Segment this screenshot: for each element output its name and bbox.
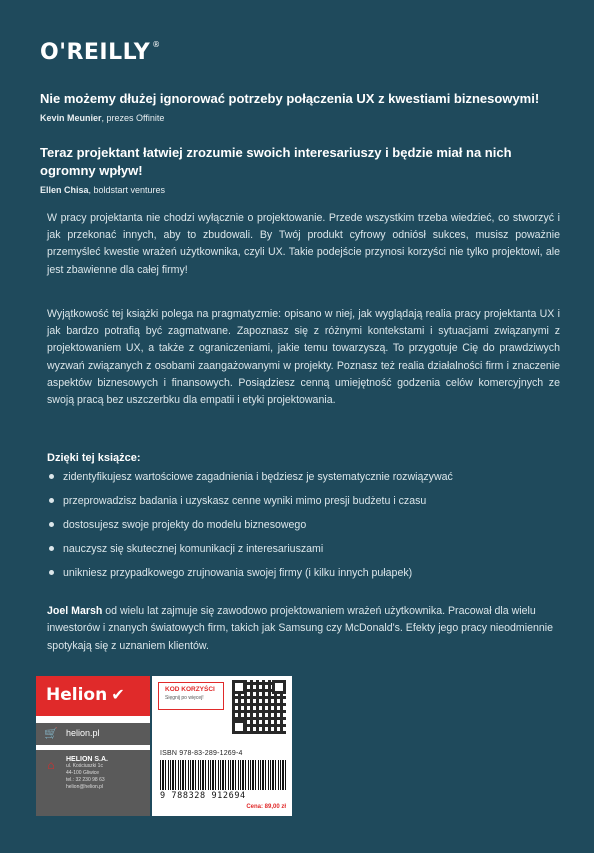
list-item: przeprowadzisz badania i uzyskasz cenne wyniki mimo presji budżetu i czasu — [47, 494, 567, 518]
barcode-number: 9 788328 912694 — [160, 791, 246, 801]
list-item: nauczysz się skutecznej komunikacji z interesariuszami — [47, 542, 567, 566]
barcode — [160, 760, 286, 790]
oreilly-logo: O'REILLY ® — [40, 40, 161, 65]
bullet-icon — [49, 570, 54, 575]
price-block — [152, 676, 292, 816]
author-name: Joel Marsh — [47, 605, 103, 617]
author-bio: Joel Marsh od wielu lat zajmuje się zawodowo projektowaniem wrażeń użytkownika. Pracował dla wielu inwestorów i znanych światowych firm, takich jak Samsung czy McDonald's. Efekty jego pracy nieodmiennie spotykają się z uznaniem klientów. — [47, 605, 554, 652]
quote-attribution: Ellen Chisa, boldstart ventures — [40, 185, 166, 195]
price-label: Cena: 89,00 zł — [246, 804, 286, 810]
checkmark-logo-icon: ✔ — [111, 685, 125, 704]
cart-icon: 🛒 — [44, 728, 58, 740]
location-icon: ⌂ — [47, 758, 55, 772]
quote-text: Nie możemy dłużej ignorować potrzeby połączenia UX z kwestiami biznesowymi! — [40, 91, 540, 106]
helion-website[interactable]: 🛒 helion.pl — [36, 723, 150, 745]
benefits-list — [47, 470, 567, 590]
list-item: zidentyfikujesz wartościowe zagadnienia i będziesz je systematycznie rozwiązywać — [47, 470, 567, 494]
list-title: Dzięki tej książce: — [47, 452, 141, 464]
list-item: unikniesz przypadkowego zrujnowania swojej firmy (i kilku innych pułapek) — [47, 566, 567, 590]
bullet-icon — [49, 498, 54, 503]
helion-logo: Helion ✔ — [36, 676, 150, 716]
isbn: ISBN 978-83-289-1269-4 — [160, 750, 243, 757]
bullet-icon — [49, 474, 54, 479]
helion-publisher-block — [36, 676, 150, 816]
description-paragraph-1: W pracy projektanta nie chodzi wyłącznie o projektowanie. Przede wszystkim trzeba wiedzieć, co stworzyć i jak przekonać innych, aby to zbudowali. By Twój produkt cyfrowy odniósł sukces, musisz poważnie przemyśleć kwestie wrażeń użytkownika, czyli UX. Takie podejście przynosi korzyści nie tylko projektowi, ale jest zbawienne dla całej firmy! — [47, 212, 560, 276]
quote-2 — [40, 144, 560, 197]
quote-1 — [40, 90, 560, 125]
description-paragraph-2: Wyjątkowość tej książki polega na pragmatyzmie: opisano w niej, jak wyglądają realia pracy projektanta UX i jak bardzo potrafią być zagmatwane. Zapoznasz się z różnymi kontekstami i sytuacjami związanymi z projektowaniem UX, a także z ograniczeniami, jakie temu towarzyszą. To przygotuje Cię do prawdziwych wyzwań związanych z osobami zaangażowanymi w projekty. Poznasz też realia działalności firm i znaczenie aspektów biznesowych i finansowych. Posiądziesz cenną umiejętność godzenia celów komercyjnych ze swoją pracą bez uszczerbku dla empatii i etyki projektowania. — [47, 308, 560, 407]
bullet-icon — [49, 546, 54, 551]
qr-code[interactable] — [232, 680, 286, 734]
list-item: dostosujesz swoje projekty do modelu biznesowego — [47, 518, 567, 542]
quote-attribution: Kevin Meunier, prezes Offinite — [40, 113, 165, 123]
kod-korzysci-badge: KOD KORZYŚCI Sięgnij po więcej! — [158, 682, 224, 710]
helion-address: ⌂ HELION S.A. ul. Kościuszki 1c 44-100 Gliwice tel.: 32 230 98 63 helion@helion.pl — [36, 750, 150, 816]
bullet-icon — [49, 522, 54, 527]
quote-text: Teraz projektant łatwiej zrozumie swoich interesariuszy i będzie miał na nich ogromny wpływ! — [40, 145, 512, 178]
